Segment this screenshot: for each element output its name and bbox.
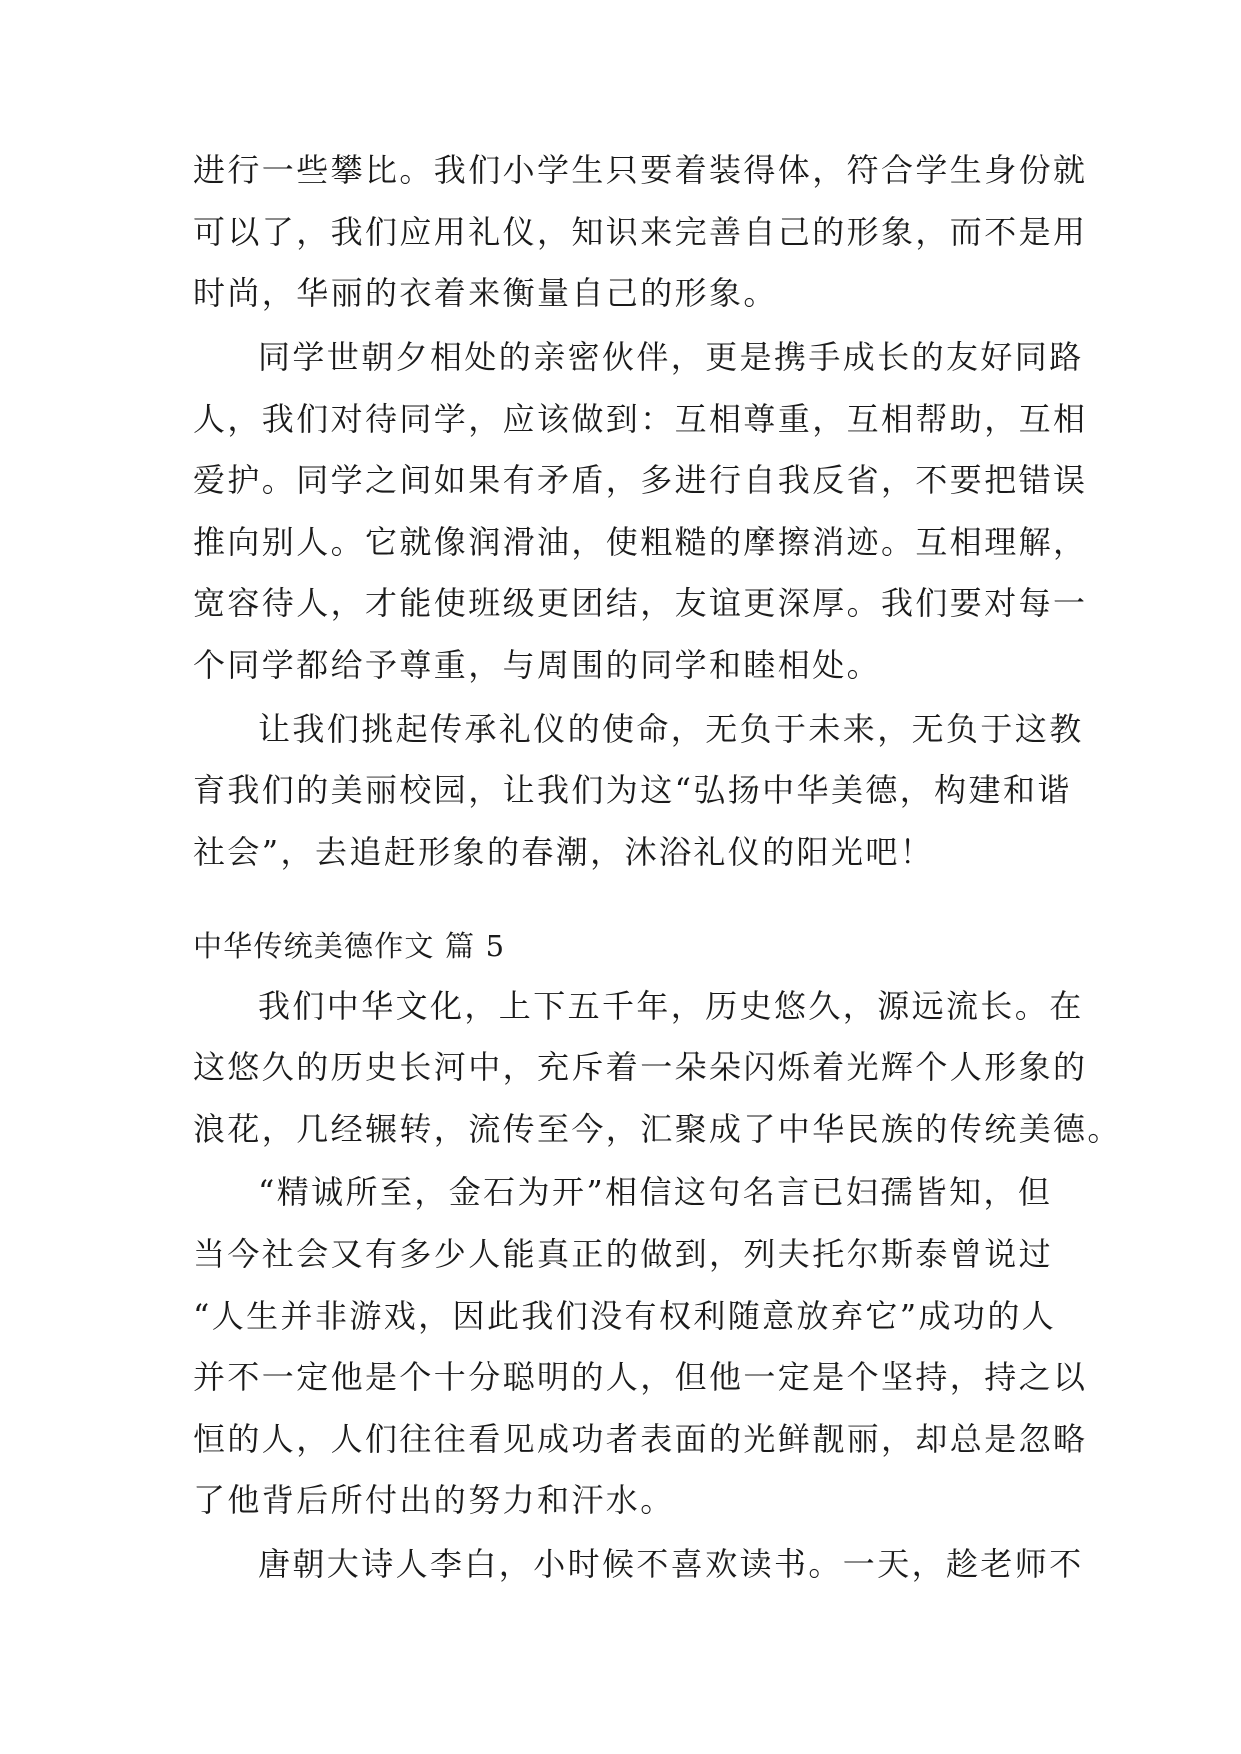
paragraph-line: 恒的人，人们往往看见成功者表面的光鲜靓丽，却总是忽略	[193, 1420, 1088, 1458]
paragraph-line: 浪花，几经辗转，流传至今，汇聚成了中华民族的传统美德。	[193, 1110, 1122, 1148]
paragraph-first-line: 让我们挑起传承礼仪的使命，无负于未来，无负于这教	[258, 710, 1084, 748]
paragraph-line: 社会”，去追赶形象的春潮，沐浴礼仪的阳光吧！	[193, 833, 935, 871]
section-heading: 中华传统美德作文 篇 5	[193, 929, 506, 963]
paragraph-line: 当今社会又有多少人能真正的做到，列夫托尔斯泰曾说过	[193, 1235, 1054, 1273]
paragraph-line: 并不一定他是个十分聪明的人，但他一定是个坚持，持之以	[193, 1358, 1088, 1396]
paragraph-line: 进行一些攀比。我们小学生只要着装得体，符合学生身份就	[193, 151, 1088, 189]
paragraph-first-line: 唐朝大诗人李白，小时候不喜欢读书。一天，趁老师不	[258, 1545, 1084, 1583]
paragraph-first-line: “精诚所至，金石为开”相信这句名言已妇孺皆知，但	[258, 1173, 1053, 1211]
paragraph-line: 个同学都给予尊重，与周围的同学和睦相处。	[193, 646, 882, 684]
paragraph-first-line: 同学世朝夕相处的亲密伙伴，更是携手成长的友好同路	[258, 338, 1084, 376]
paragraph-line: 推向别人。它就像润滑油，使粗糙的摩擦消迹。互相理解，	[193, 523, 1088, 561]
paragraph-first-line: 我们中华文化，上下五千年，历史悠久，源远流长。在	[258, 987, 1084, 1025]
paragraph-line: 这悠久的历史长河中，充斥着一朵朵闪烁着光辉个人形象的	[193, 1048, 1088, 1086]
paragraph-line: 了他背后所付出的努力和汗水。	[193, 1481, 675, 1519]
paragraph-line: 爱护。同学之间如果有矛盾，多进行自我反省，不要把错误	[193, 461, 1088, 499]
paragraph-line: 宽容待人，才能使班级更团结，友谊更深厚。我们要对每一	[193, 584, 1088, 622]
paragraph-line: 人，我们对待同学，应该做到：互相尊重，互相帮助，互相	[193, 400, 1088, 438]
paragraph-line: “人生并非游戏，因此我们没有权利随意放弃它”成功的人	[193, 1297, 1057, 1335]
paragraph-line: 育我们的美丽校园，让我们为这“弘扬中华美德，构建和谐	[193, 771, 1072, 809]
paragraph-line: 可以了，我们应用礼仪，知识来完善自己的形象，而不是用	[193, 213, 1088, 251]
paragraph-line: 时尚，华丽的衣着来衡量自己的形象。	[193, 274, 778, 312]
